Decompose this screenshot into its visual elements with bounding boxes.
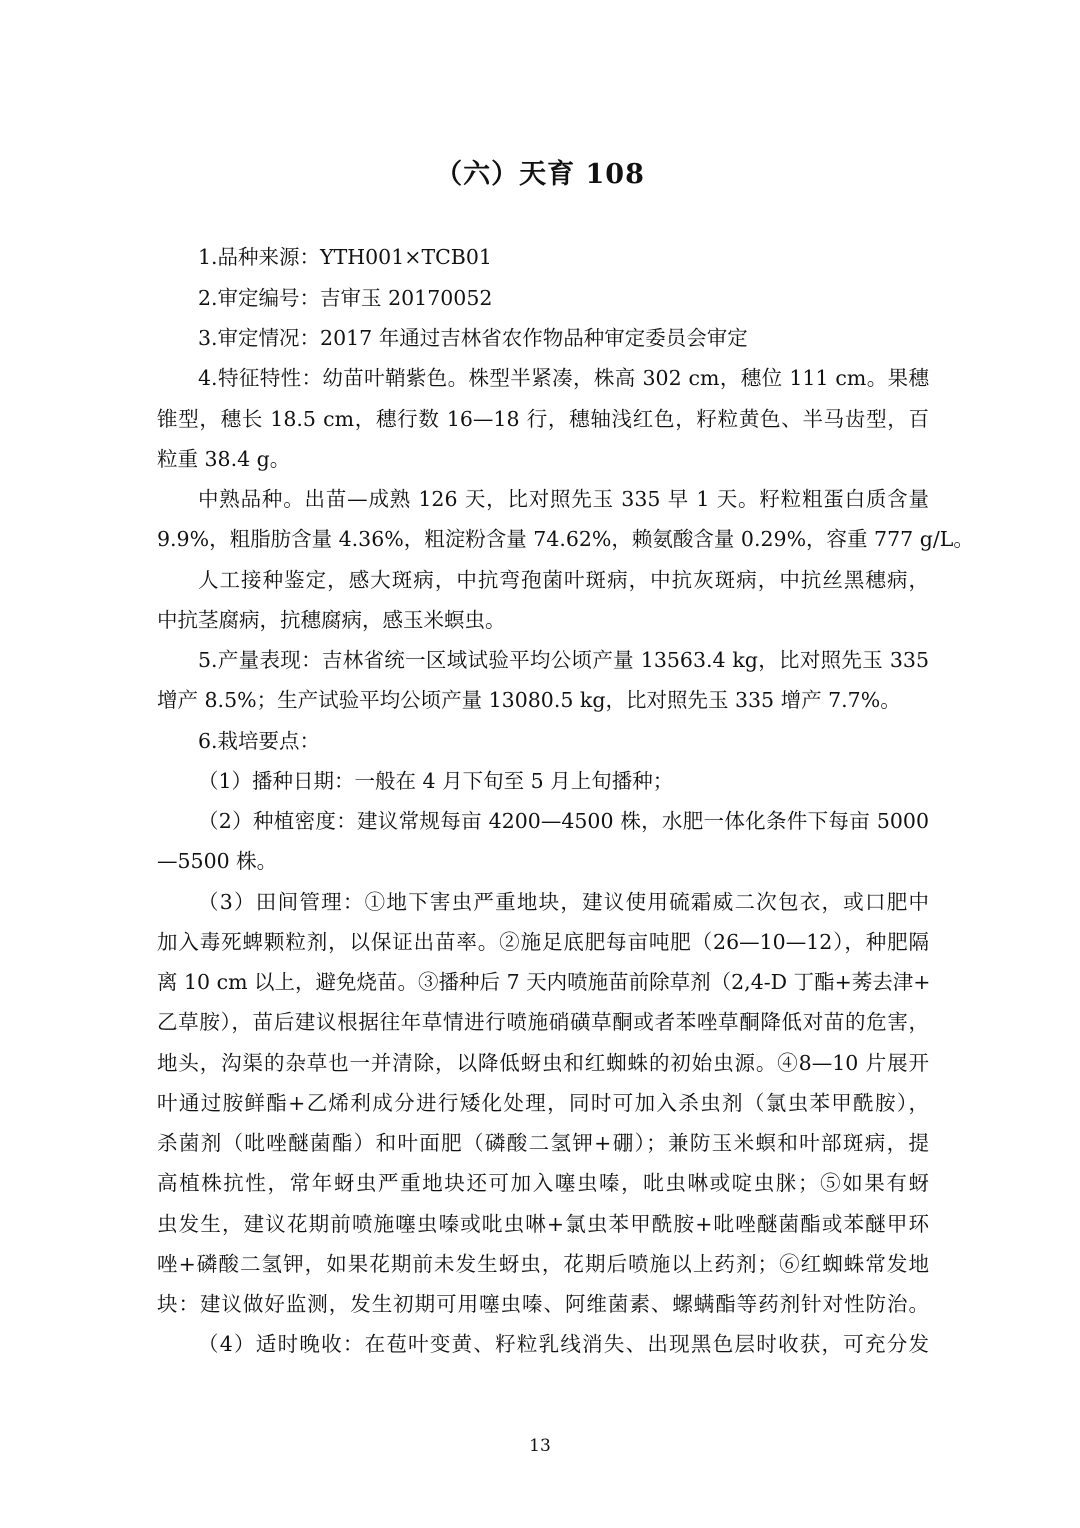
text-line: —5500 株。 [157, 849, 278, 873]
text-line: 地头，沟渠的杂草也一并清除，以降低蚜虫和红蜘蛛的初始虫源。④8—10 片展开 [157, 1051, 929, 1075]
text-line: 1.品种来源：YTH001×TCB01 [198, 245, 492, 269]
text-line: 中抗茎腐病，抗穗腐病，感玉米螟虫。 [157, 608, 506, 632]
text-line: 高植株抗性，常年蚜虫严重地块还可加入噻虫嗪，吡虫啉或啶虫脒；⑤如果有蚜 [157, 1171, 929, 1195]
text-line: 乙草胺），苗后建议根据往年草情进行喷施硝磺草酮或者苯唑草酮降低对苗的危害， [157, 1010, 929, 1034]
text-line: （1）播种日期：一般在 4 月下旬至 5 月上旬播种； [198, 769, 674, 793]
text-line: （3）田间管理：①地下害虫严重地块，建议使用硫霜威二次包衣，或口肥中 [198, 890, 929, 914]
text-line: 块：建议做好监测，发生初期可用噻虫嗪、阿维菌素、螺螨酯等药剂针对性防治。 [157, 1292, 929, 1316]
text-line: 虫发生，建议花期前喷施噻虫嗪或吡虫啉+氯虫苯甲酰胺+吡唑醚菌酯或苯醚甲环 [157, 1212, 929, 1236]
page-number: 13 [529, 1436, 551, 1456]
text-line: （4）适时晚收：在苞叶变黄、籽粒乳线消失、出现黑色层时收获，可充分发 [198, 1332, 929, 1356]
text-line: 人工接种鉴定，感大斑病，中抗弯孢菌叶斑病，中抗灰斑病，中抗丝黑穗病， [198, 568, 929, 592]
text-line: 9.9%，粗脂肪含量 4.36%，粗淀粉含量 74.62%，赖氨酸含量 0.29%，容重 777 g/L。 [157, 527, 974, 551]
text-line: （2）种植密度：建议常规每亩 4200—4500 株，水肥一体化条件下每亩 5000 [198, 809, 929, 833]
page-title: （六）天育 108 [435, 159, 645, 190]
text-line: 4.特征特性：幼苗叶鞘紫色。株型半紧凑，株高 302 cm，穗位 111 cm。果穗 [198, 366, 929, 390]
text-line: 增产 8.5%；生产试验平均公顷产量 13080.5 kg，比对照先玉 335 增产 7.7%。 [157, 688, 901, 712]
text-line: 2.审定编号：吉审玉 20170052 [198, 286, 493, 310]
text-line: 锥型，穗长 18.5 cm，穗行数 16—18 行，穗轴浅红色，籽粒黄色、半马齿型，百 [157, 407, 929, 431]
text-line: 杀菌剂（吡唑醚菌酯）和叶面肥（磷酸二氢钾+硼）；兼防玉米螟和叶部斑病，提 [157, 1131, 929, 1155]
text-line: 中熟品种。出苗—成熟 126 天，比对照先玉 335 早 1 天。籽粒粗蛋白质含量 [198, 487, 929, 511]
text-line: 叶通过胺鲜酯+乙烯利成分进行矮化处理，同时可加入杀虫剂（氯虫苯甲酰胺）， [157, 1091, 929, 1115]
text-line: 3.审定情况：2017 年通过吉林省农作物品种审定委员会审定 [198, 326, 748, 350]
text-line: 6.栽培要点： [198, 729, 321, 753]
text-line: 唑+磷酸二氢钾，如果花期前未发生蚜虫，花期后喷施以上药剂；⑥红蜘蛛常发地 [157, 1252, 929, 1276]
text-line: 加入毒死蜱颗粒剂，以保证出苗率。②施足底肥每亩吨肥（26—10—12），种肥隔 [157, 930, 929, 954]
text-line: 粒重 38.4 g。 [157, 447, 291, 471]
text-line: 离 10 cm 以上，避免烧苗。③播种后 7 天内喷施苗前除草剂（2,4-D 丁酯+莠去津+ [157, 970, 931, 994]
text-line: 5.产量表现：吉林省统一区域试验平均公顷产量 13563.4 kg，比对照先玉 335 [198, 648, 929, 672]
